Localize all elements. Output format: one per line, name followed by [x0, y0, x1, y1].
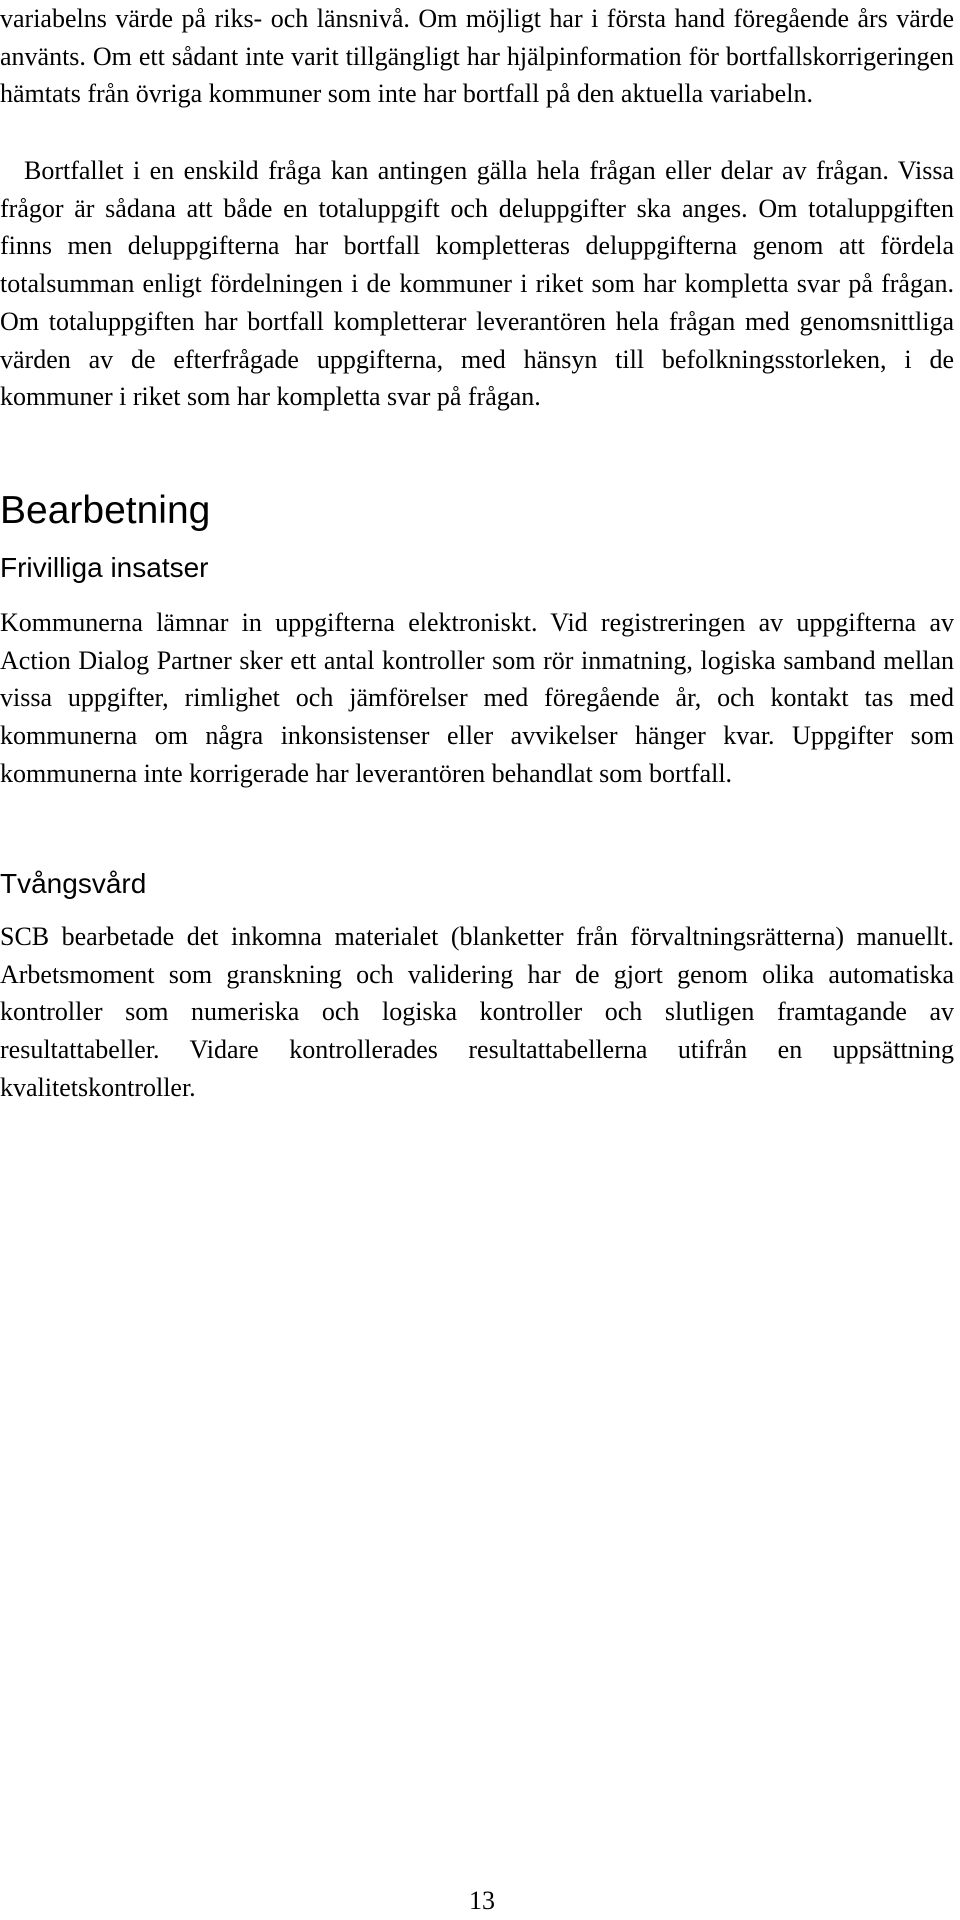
frivilliga-insatser-paragraph: Kommunerna lämnar in uppgifterna elektroniskt. Vid registreringen av uppgifterna av Action Dialog Partner sker ett antal kontroller som rör inmatning, logiska samband mellan vissa uppgifter, rimlighet och jämförelser med föregående år, och kontakt tas med kommunerna om några inkonsistenser eller avvikelser hänger kvar. Uppgifter som kommunerna inte korrigerade har leverantören behandlat som bortfall.: [0, 608, 954, 788]
intro-paragraph: variabelns värde på riks- och länsnivå. Om möjligt har i första hand föregående års värde använts. Om ett sådant inte varit tillgängligt har hjälpinformation för bortfallskorrigeringen hämtats från övriga kommuner som inte har bortfall på den aktuella variabeln.: [0, 4, 954, 109]
subsection-heading-tvangsvard: Tvångsvård: [0, 868, 147, 899]
tvangsvard-paragraph: SCB bearbetade det inkomna materialet (blanketter från förvaltningsrätterna) manuellt. Arbetsmoment som granskning och validering har de gjort genom olika automatiska kontroller som numeriska och logiska kontroller och slutligen framtagande av resultattabeller. Vidare kontrollerades resultattabellerna utifrån en uppsättning kvalitetskontroller.: [0, 922, 954, 1102]
bortfall-paragraph: Bortfallet i en enskild fråga kan antingen gälla hela frågan eller delar av frågan. Vissa frågor är sådana att både en totaluppgift och deluppgifter ska anges. Om totaluppgiften finns men deluppgifterna har bortfall kompletteras deluppgifterna genom att fördela totalsumman enligt fördelningen i de kommuner i riket som har kompletta svar på frågan. Om totaluppgiften har bortfall kompletterar leverantören hela frågan med genomsnittliga värden av de efterfrågade uppgifterna, med hänsyn till befolkningsstorleken, i de kommuner i riket som har kompletta svar på frågan.: [0, 156, 954, 412]
page-number: 13: [469, 1886, 495, 1915]
subsection-heading-frivilliga-insatser: Frivilliga insatser: [0, 552, 209, 583]
section-heading: Bearbetning: [0, 489, 211, 532]
